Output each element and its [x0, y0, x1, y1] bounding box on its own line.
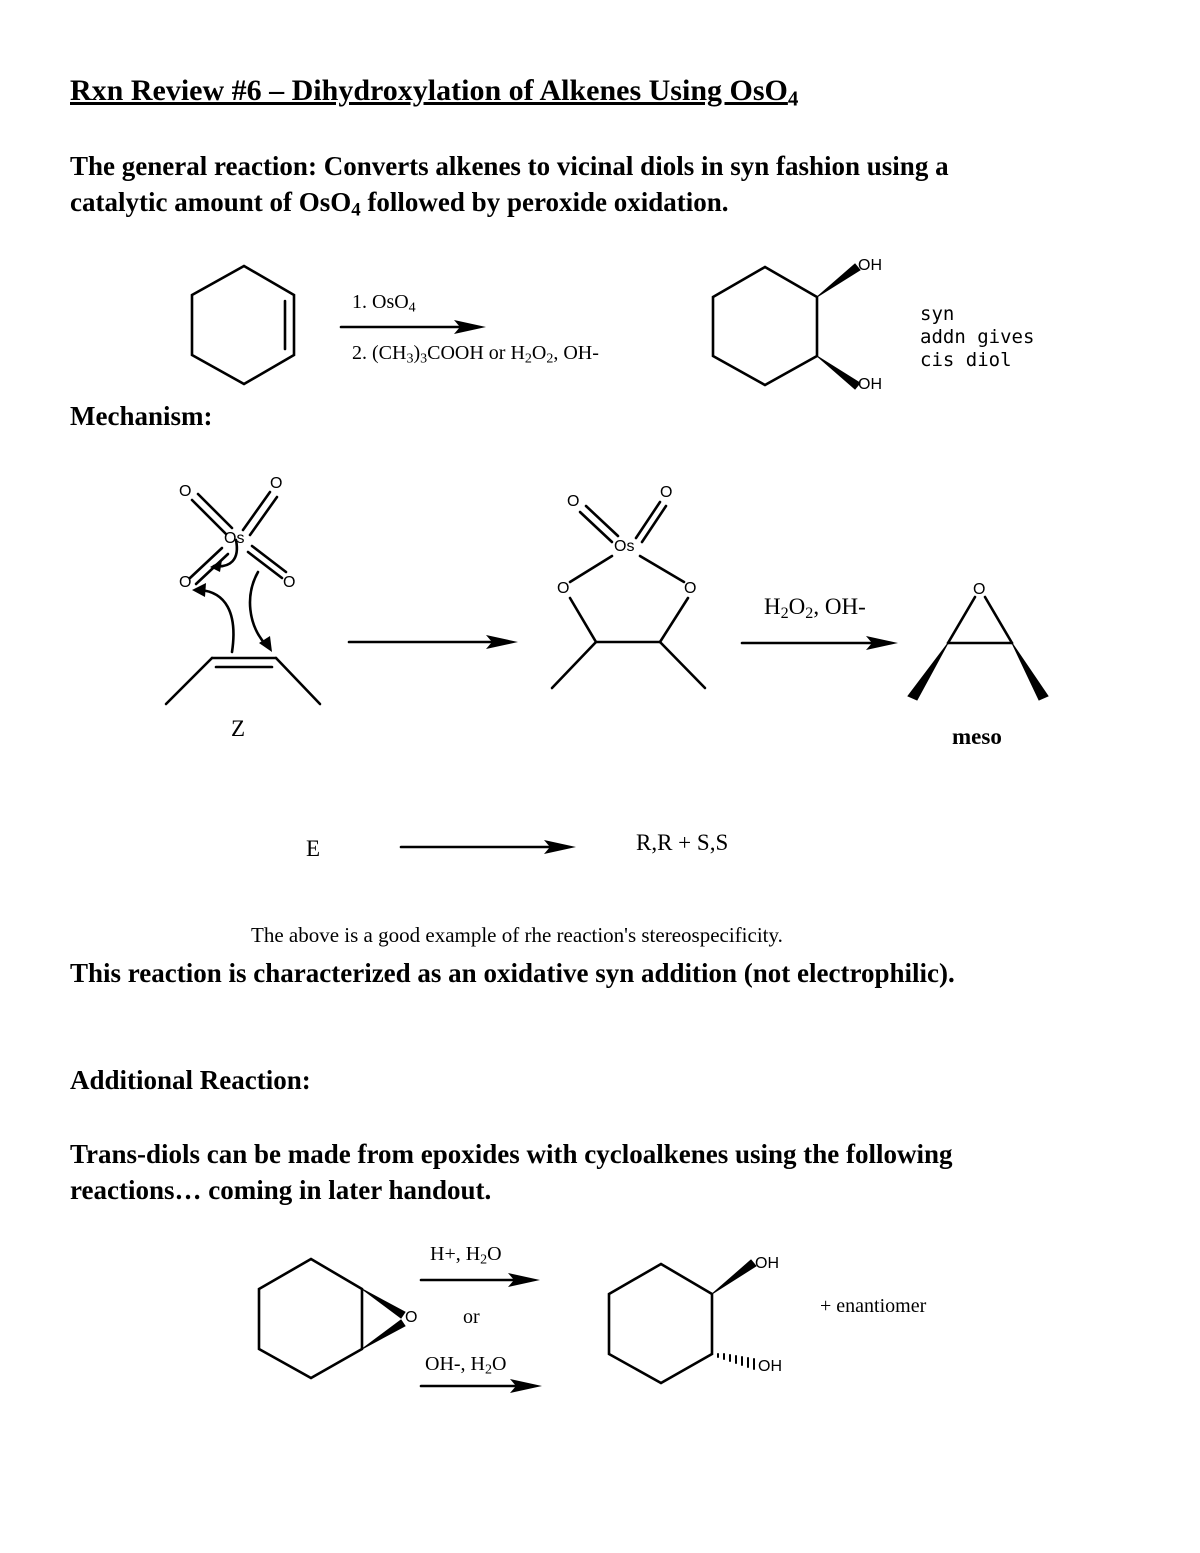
title-text: Rxn Review #6 – Dihydroxylation of Alkenes Using OsO: [70, 74, 788, 107]
cyclohexene-structure: [192, 266, 294, 384]
general-line-1: The general reaction: Converts alkenes to vicinal diols in syn fashion using a: [70, 151, 949, 181]
acid-conditions: H+, $H_2O$: [430, 1243, 502, 1268]
osmate-o-atom-2: O: [660, 484, 673, 501]
cis-diol-oh-bottom: OH: [858, 376, 882, 393]
oso4-structure: [190, 492, 286, 652]
cis-diol-structure: [713, 264, 860, 389]
osmate-os-atom: Os: [614, 538, 635, 555]
or-label: or: [463, 1306, 480, 1328]
enantiomer-label: + enantiomer: [820, 1295, 927, 1317]
mechanism-arrow-1: [349, 635, 518, 649]
osmate-o-atom-1: O: [567, 493, 580, 510]
reaction1-step1: 1. OsO$_4$: [352, 291, 416, 316]
reaction1-arrow: [341, 320, 486, 334]
meso-label: meso: [952, 724, 1002, 749]
title-subscript: 4: [787, 86, 799, 111]
mechanism-reagent: $H_2O_2$, OH-: [764, 594, 866, 623]
base-arrow: [421, 1379, 542, 1393]
z-label: Z: [231, 716, 246, 741]
osmate-o-atom-4: O: [684, 580, 697, 597]
characterization-text: This reaction is characterized as an oxidative syn addition (not electrophilic).: [70, 958, 955, 988]
mechanism-arrow-2: [742, 636, 898, 650]
e-label: E: [306, 836, 321, 861]
reaction1-step2: 2. $(CH_3)_3COOH$ or $H_2O_2$, OH-: [352, 342, 599, 367]
additional-heading: Additional Reaction:: [70, 1065, 311, 1095]
z-alkene-structure: [166, 658, 320, 704]
oso4-o-atom-4: O: [283, 574, 296, 591]
e-arrow: [401, 840, 576, 854]
oso4-o-atom-1: O: [179, 483, 192, 500]
syn-addition-note: syn addn gives cis diol: [920, 303, 1035, 371]
acid-arrow: [421, 1273, 540, 1287]
osmate-o-atom-3: O: [557, 580, 570, 597]
trans-diol-oh-bottom: OH: [758, 1358, 782, 1375]
cyclohexene-oxide-structure: [259, 1259, 405, 1378]
cis-diol-oh-top: OH: [858, 257, 882, 274]
oso4-o-atom-3: O: [179, 574, 192, 591]
oso4-os-atom: Os: [224, 530, 245, 547]
rr-ss-label: R,R + S,S: [636, 830, 729, 855]
osmate-ester-structure: [552, 502, 705, 688]
epoxide-o-atom: O: [405, 1309, 418, 1326]
mechanism-heading: Mechanism:: [70, 401, 213, 431]
meso-epoxide-structure: [908, 597, 1048, 700]
trans-diol-structure: [609, 1260, 756, 1383]
base-conditions: OH-, $H_2O$: [425, 1353, 507, 1378]
general-line-2: catalytic amount of OsO$_4$ followed by peroxide oxidation.: [70, 187, 729, 221]
trans-diol-oh-top: OH: [755, 1255, 779, 1272]
additional-text: Trans-diols can be made from epoxides with cycloalkenes using the following reactions… coming in later handout.: [70, 1139, 953, 1205]
oso4-o-atom-2: O: [270, 475, 283, 492]
stereospecificity-note: The above is a good example of rhe reaction's stereospecificity.: [251, 923, 783, 947]
meso-epoxide-o-atom: O: [973, 581, 986, 598]
